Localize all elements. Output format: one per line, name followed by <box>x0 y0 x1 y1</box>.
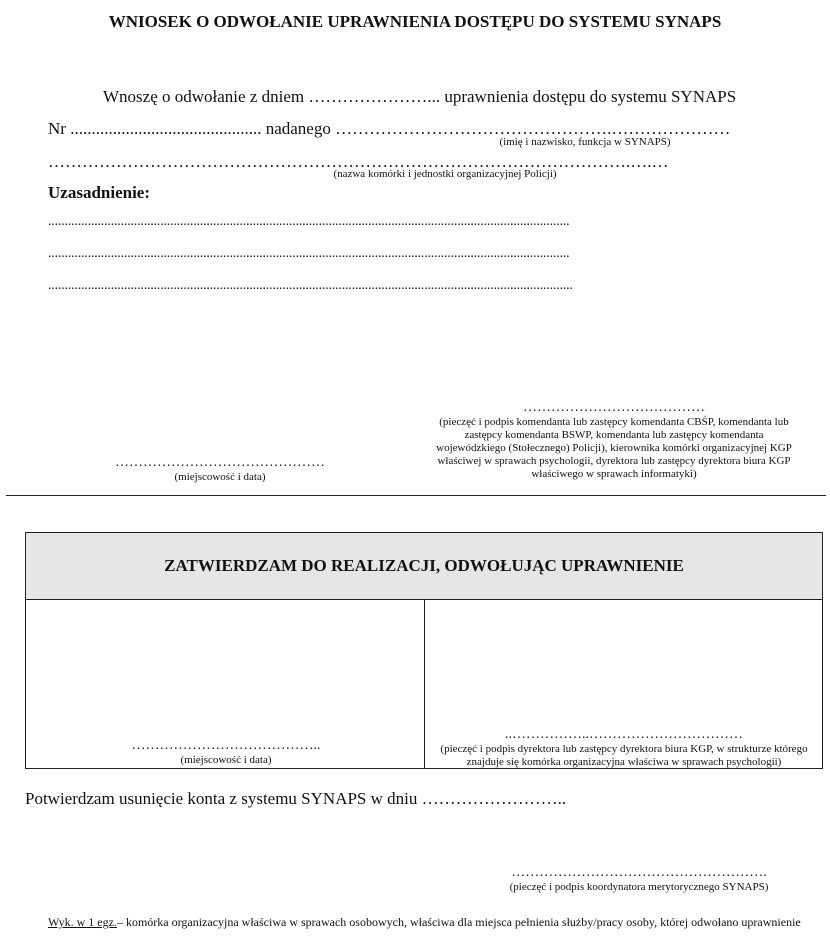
footer-note <box>48 915 808 929</box>
approval-signature-block <box>426 727 822 769</box>
justification-label: Uzasadnienie: <box>48 183 150 202</box>
approval-signature-dots: ..……………..…………………………… <box>505 727 743 742</box>
requester-signature-block <box>432 400 796 481</box>
signature-caption: (pieczęć i podpis komendanta lub zastępcy komendanta CBŚP, komendanta lub zastępcy komendanta BSWP, komendanta lub zastępcy komendanta wojewódzkiego (Stołecznego) Policji), kierownika komórki organizacyjnej KGP właściwej w sprawach psychologii, dyrektora lub zastępcy dyrektora biura KGP właściwego w sprawach informatyki) <box>436 416 792 480</box>
request-line: Wnoszę o odwołanie z dniem …………………... uprawnienia dostępu do systemu SYNAPS <box>103 87 737 106</box>
unit-line: ………………………………………………………………………………………….….… <box>48 152 669 171</box>
section-divider <box>6 495 826 496</box>
footer-prefix: Wyk. w 1 egz. <box>48 915 117 929</box>
approval-box <box>25 532 823 769</box>
confirmation-signature-dots: ………………………………………………. <box>511 865 767 880</box>
footer-text: – komórka organizacyjna właściwa w sprawach osobowych, właściwa dla miejsca pełnienia służby/pracy osoby, której odwołano uprawnienie <box>116 915 801 929</box>
document-title: WNIOSEK O ODWOŁANIE UPRAWNIENIA DOSTĘPU DO SYSTEMU SYNAPS <box>108 12 722 31</box>
justification-line: .............................................................................................................................................................. <box>48 246 570 261</box>
approval-signature-caption: (pieczęć i podpis dyrektora lub zastępcy dyrektora biura KGP, w strukturze którego znajduje się komórka organizacyjna właściwa w sprawach psychologii) <box>440 743 808 768</box>
name-caption: (imię i nazwisko, funkcja w SYNAPS) <box>499 136 671 148</box>
approval-place-date-caption: (miejscowość i data) <box>180 754 272 766</box>
approval-header: ZATWIERDZAM DO REALIZACJI, ODWOŁUJĄC UPRAWNIENIE <box>26 533 822 600</box>
approval-place-date-block <box>86 738 366 767</box>
signature-dots: ………………………………… <box>523 400 705 415</box>
approval-column-divider <box>424 599 425 769</box>
unit-caption: (nazwa komórki i jednostki organizacyjnej Policji) <box>333 168 557 180</box>
place-date-block <box>80 455 360 484</box>
justification-line: ............................................................................................................................................................... <box>48 278 573 293</box>
confirmation-signature-caption: (pieczęć i podpis koordynatora merytorycznego SYNAPS) <box>509 881 769 893</box>
place-date-dots: ……………………………………… <box>115 455 325 470</box>
justification-line: .............................................................................................................................................................. <box>48 214 570 229</box>
approval-place-date-dots: ………………………………….. <box>131 738 321 753</box>
confirmation-text: Potwierdzam usunięcie konta z systemu SYNAPS w dniu …………………….. <box>25 789 567 808</box>
place-date-caption: (miejscowość i data) <box>174 471 266 483</box>
nr-line: Nr ............................................. nadanego ………………………………………….………………… <box>48 119 731 138</box>
confirmation-signature-block <box>478 865 800 894</box>
